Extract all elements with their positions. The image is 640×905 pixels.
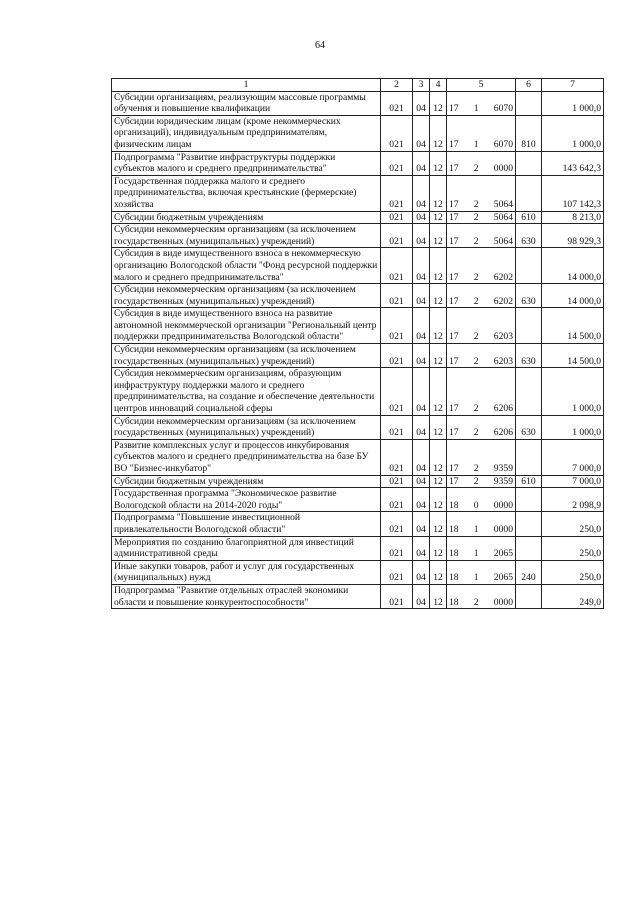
table-row (112, 91, 604, 115)
target-article-part: 18 (449, 548, 459, 560)
budget-table (111, 78, 604, 609)
expense-type-code (516, 536, 542, 560)
table-row (112, 536, 604, 560)
subsection-code: 12 (430, 344, 447, 368)
section-code: 04 (413, 584, 430, 608)
target-article-part: 2 (473, 271, 479, 283)
target-article-code (447, 439, 516, 475)
section-code: 04 (413, 115, 430, 151)
row-name: Государственная поддержка малого и среднего предпринимательства, включая крестьянские (фермерские) хозяйства (112, 175, 381, 211)
target-article-part: 1 (473, 138, 479, 150)
target-article-code (447, 415, 516, 439)
row-name: Развитие комплексных услуг и процессов инкубирования субъектов малого и среднего предпринимательства на базе БУ ВО "Бизнес-инкубатор" (112, 439, 381, 475)
amount: 1 000,0 (542, 415, 604, 439)
row-name: Субсидия в виде имущественного взноса в некоммерческую организацию Вологодской области "Фонд ресурсной поддержки малого и среднего предпринимательства" (112, 248, 381, 284)
target-article-code (447, 224, 516, 248)
target-article-part: 17 (449, 403, 459, 415)
column-header-7: 7 (542, 79, 604, 92)
target-article-part: 5064 (493, 211, 513, 223)
subsection-code: 12 (430, 151, 447, 175)
expense-type-code: 240 (516, 560, 542, 584)
target-article-part: 1 (473, 548, 479, 560)
admin-code: 021 (381, 175, 413, 211)
expense-type-code (516, 91, 542, 115)
target-article-part: 17 (449, 103, 459, 115)
subsection-code: 12 (430, 584, 447, 608)
admin-code: 021 (381, 308, 413, 344)
row-name: Субсидия некоммерческим организациям, образующим инфраструктуру поддержки малого и среднего предпринимательства, на создание и обеспечение деятельности центров инноваций социальной сферы (112, 368, 381, 415)
row-name: Субсидии бюджетным учреждениям (112, 475, 381, 488)
subsection-code: 12 (430, 91, 447, 115)
target-article-code (447, 584, 516, 608)
table-row (112, 284, 604, 308)
admin-code: 021 (381, 224, 413, 248)
subsection-code: 12 (430, 224, 447, 248)
expense-type-code: 610 (516, 211, 542, 224)
row-name: Мероприятия по созданию благоприятной для инвестиций административной среды (112, 536, 381, 560)
expense-type-code: 630 (516, 224, 542, 248)
expense-type-code (516, 308, 542, 344)
row-name: Субсидии юридическим лицам (кроме некоммерческих организаций), индивидуальным предпринимателям, физическим лицам (112, 115, 381, 151)
admin-code: 021 (381, 91, 413, 115)
subsection-code: 12 (430, 211, 447, 224)
table-row (112, 211, 604, 224)
row-name: Субсидии некоммерческим организациям (за исключением государственных (муниципальных) учреждений) (112, 415, 381, 439)
table-row (112, 248, 604, 284)
admin-code: 021 (381, 512, 413, 536)
target-article-code (447, 344, 516, 368)
amount: 250,0 (542, 512, 604, 536)
target-article-part: 17 (449, 235, 459, 247)
target-article-part: 18 (449, 572, 459, 584)
row-name: Субсидии организациям, реализующим массовые программы обучения и повышение квалификации (112, 91, 381, 115)
admin-code: 021 (381, 344, 413, 368)
section-code: 04 (413, 344, 430, 368)
header-row (112, 79, 604, 92)
target-article-code (447, 560, 516, 584)
column-header-1: 1 (112, 79, 381, 92)
target-article-part: 17 (449, 163, 459, 175)
target-article-part: 17 (449, 355, 459, 367)
target-article-part: 0000 (493, 499, 513, 511)
table-row (112, 308, 604, 344)
amount: 7 000,0 (542, 475, 604, 488)
subsection-code: 12 (430, 284, 447, 308)
section-code: 04 (413, 415, 430, 439)
admin-code: 021 (381, 368, 413, 415)
subsection-code: 12 (430, 560, 447, 584)
section-code: 04 (413, 308, 430, 344)
section-code: 04 (413, 175, 430, 211)
amount: 8 213,0 (542, 211, 604, 224)
target-article-code (447, 91, 516, 115)
target-article-part: 2 (473, 403, 479, 415)
target-article-code (447, 175, 516, 211)
column-header-3: 3 (413, 79, 430, 92)
table-row (112, 512, 604, 536)
target-article-code (447, 115, 516, 151)
target-article-part: 2 (473, 331, 479, 343)
expense-type-code: 810 (516, 115, 542, 151)
target-article-part: 2 (473, 596, 479, 608)
amount: 1 000,0 (542, 115, 604, 151)
subsection-code: 12 (430, 439, 447, 475)
amount: 7 000,0 (542, 439, 604, 475)
expense-type-code: 610 (516, 475, 542, 488)
column-header-4: 4 (430, 79, 447, 92)
target-article-part: 9359 (493, 463, 513, 474)
section-code: 04 (413, 284, 430, 308)
target-article-code (447, 368, 516, 415)
subsection-code: 12 (430, 536, 447, 560)
table-row (112, 488, 604, 512)
admin-code: 021 (381, 475, 413, 488)
column-header-2: 2 (381, 79, 413, 92)
admin-code: 021 (381, 211, 413, 224)
target-article-part: 5064 (493, 198, 513, 210)
target-article-part: 2 (473, 295, 479, 307)
target-article-part: 6203 (493, 355, 513, 367)
table-row (112, 415, 604, 439)
row-name: Подпрограмма "Повышение инвестиционной привлекательности Вологодской области" (112, 512, 381, 536)
row-name: Подпрограмма "Развитие отдельных отраслей экономики области и повышение конкурентоспособности" (112, 584, 381, 608)
target-article-part: 6070 (493, 138, 513, 150)
expense-type-code (516, 248, 542, 284)
row-name: Иные закупки товаров, работ и услуг для государственных (муниципальных) нужд (112, 560, 381, 584)
subsection-code: 12 (430, 115, 447, 151)
target-article-part: 2 (473, 355, 479, 367)
subsection-code: 12 (430, 308, 447, 344)
target-article-part: 6203 (493, 331, 513, 343)
amount: 249,0 (542, 584, 604, 608)
target-article-code (447, 308, 516, 344)
target-article-part: 18 (449, 523, 459, 535)
target-article-part: 17 (449, 271, 459, 283)
admin-code: 021 (381, 536, 413, 560)
amount: 98 929,3 (542, 224, 604, 248)
section-code: 04 (413, 475, 430, 488)
admin-code: 021 (381, 248, 413, 284)
row-name: Субсидии некоммерческим организациям (за исключением государственных (муниципальных) учреждений) (112, 224, 381, 248)
section-code: 04 (413, 368, 430, 415)
column-header-6: 6 (516, 79, 542, 92)
subsection-code: 12 (430, 488, 447, 512)
target-article-part: 1 (473, 103, 479, 115)
admin-code: 021 (381, 560, 413, 584)
admin-code: 021 (381, 439, 413, 475)
target-article-part: 0 (473, 499, 479, 511)
target-article-part: 17 (449, 211, 459, 223)
expense-type-code: 630 (516, 344, 542, 368)
target-article-code (447, 284, 516, 308)
expense-type-code (516, 368, 542, 415)
expense-type-code (516, 175, 542, 211)
table-row (112, 439, 604, 475)
table-row (112, 584, 604, 608)
target-article-part: 2 (473, 463, 479, 474)
target-article-part: 6070 (493, 103, 513, 115)
target-article-part: 18 (449, 499, 459, 511)
target-article-part: 2065 (493, 572, 513, 584)
amount: 107 142,3 (542, 175, 604, 211)
target-article-part: 2 (473, 211, 479, 223)
subsection-code: 12 (430, 415, 447, 439)
table-row (112, 344, 604, 368)
amount: 250,0 (542, 560, 604, 584)
section-code: 04 (413, 211, 430, 224)
table-row (112, 560, 604, 584)
table-row (112, 224, 604, 248)
target-article-part: 17 (449, 427, 459, 439)
section-code: 04 (413, 248, 430, 284)
subsection-code: 12 (430, 475, 447, 488)
target-article-part: 17 (449, 198, 459, 210)
target-article-part: 0000 (493, 163, 513, 175)
target-article-part: 1 (473, 572, 479, 584)
amount: 1 000,0 (542, 368, 604, 415)
target-article-part: 2 (473, 427, 479, 439)
amount: 1 000,0 (542, 91, 604, 115)
target-article-code (447, 488, 516, 512)
admin-code: 021 (381, 415, 413, 439)
subsection-code: 12 (430, 368, 447, 415)
admin-code: 021 (381, 284, 413, 308)
target-article-part: 17 (449, 475, 459, 487)
page-number: 64 (315, 40, 325, 51)
target-article-part: 6202 (493, 271, 513, 283)
target-article-part: 17 (449, 463, 459, 474)
amount: 14 000,0 (542, 284, 604, 308)
table-body (112, 79, 604, 609)
section-code: 04 (413, 512, 430, 536)
section-code: 04 (413, 151, 430, 175)
expense-type-code: 630 (516, 415, 542, 439)
target-article-part: 17 (449, 331, 459, 343)
amount: 2 098,9 (542, 488, 604, 512)
amount: 143 642,3 (542, 151, 604, 175)
target-article-part: 18 (449, 596, 459, 608)
expense-type-code: 630 (516, 284, 542, 308)
admin-code: 021 (381, 151, 413, 175)
row-name: Подпрограмма "Развитие инфраструктуры поддержки субъектов малого и среднего предпринимательства" (112, 151, 381, 175)
target-article-part: 17 (449, 295, 459, 307)
target-article-part: 2 (473, 235, 479, 247)
section-code: 04 (413, 224, 430, 248)
section-code: 04 (413, 488, 430, 512)
target-article-part: 6206 (493, 427, 513, 439)
target-article-code (447, 512, 516, 536)
amount: 14 500,0 (542, 344, 604, 368)
expense-type-code (516, 584, 542, 608)
admin-code: 021 (381, 115, 413, 151)
subsection-code: 12 (430, 512, 447, 536)
target-article-code (447, 536, 516, 560)
target-article-code (447, 211, 516, 224)
target-article-part: 17 (449, 138, 459, 150)
subsection-code: 12 (430, 248, 447, 284)
target-article-part: 1 (473, 523, 479, 535)
amount: 14 500,0 (542, 308, 604, 344)
section-code: 04 (413, 91, 430, 115)
expense-type-code (516, 488, 542, 512)
target-article-part: 0000 (493, 596, 513, 608)
row-name: Государственная программа "Экономическое развитие Вологодской области на 2014-2020 годы" (112, 488, 381, 512)
amount: 14 000,0 (542, 248, 604, 284)
admin-code: 021 (381, 488, 413, 512)
expense-type-code (516, 151, 542, 175)
row-name: Субсидии бюджетным учреждениям (112, 211, 381, 224)
target-article-part: 2 (473, 163, 479, 175)
row-name: Субсидии некоммерческим организациям (за исключением государственных (муниципальных) учреждений) (112, 344, 381, 368)
table-row (112, 368, 604, 415)
table-row (112, 151, 604, 175)
row-name: Субсидия в виде имущественного взноса на развитие автономной некоммерческой организации "Региональный центр поддержки предпринимательства Вологодской области" (112, 308, 381, 344)
section-code: 04 (413, 439, 430, 475)
target-article-part: 5064 (493, 235, 513, 247)
subsection-code: 12 (430, 175, 447, 211)
target-article-code (447, 151, 516, 175)
expense-type-code (516, 439, 542, 475)
row-name: Субсидии некоммерческим организациям (за исключением государственных (муниципальных) учреждений) (112, 284, 381, 308)
admin-code: 021 (381, 584, 413, 608)
target-article-code (447, 248, 516, 284)
target-article-part: 6206 (493, 403, 513, 415)
target-article-part: 0000 (493, 523, 513, 535)
table-row (112, 175, 604, 211)
column-header-5: 5 (447, 79, 516, 92)
target-article-part: 9359 (493, 475, 513, 487)
table-row (112, 115, 604, 151)
section-code: 04 (413, 560, 430, 584)
amount: 250,0 (542, 536, 604, 560)
table-row (112, 475, 604, 488)
target-article-code (447, 475, 516, 488)
target-article-part: 2 (473, 475, 479, 487)
expense-type-code (516, 512, 542, 536)
target-article-part: 2065 (493, 548, 513, 560)
target-article-part: 2 (473, 198, 479, 210)
section-code: 04 (413, 536, 430, 560)
target-article-part: 6202 (493, 295, 513, 307)
